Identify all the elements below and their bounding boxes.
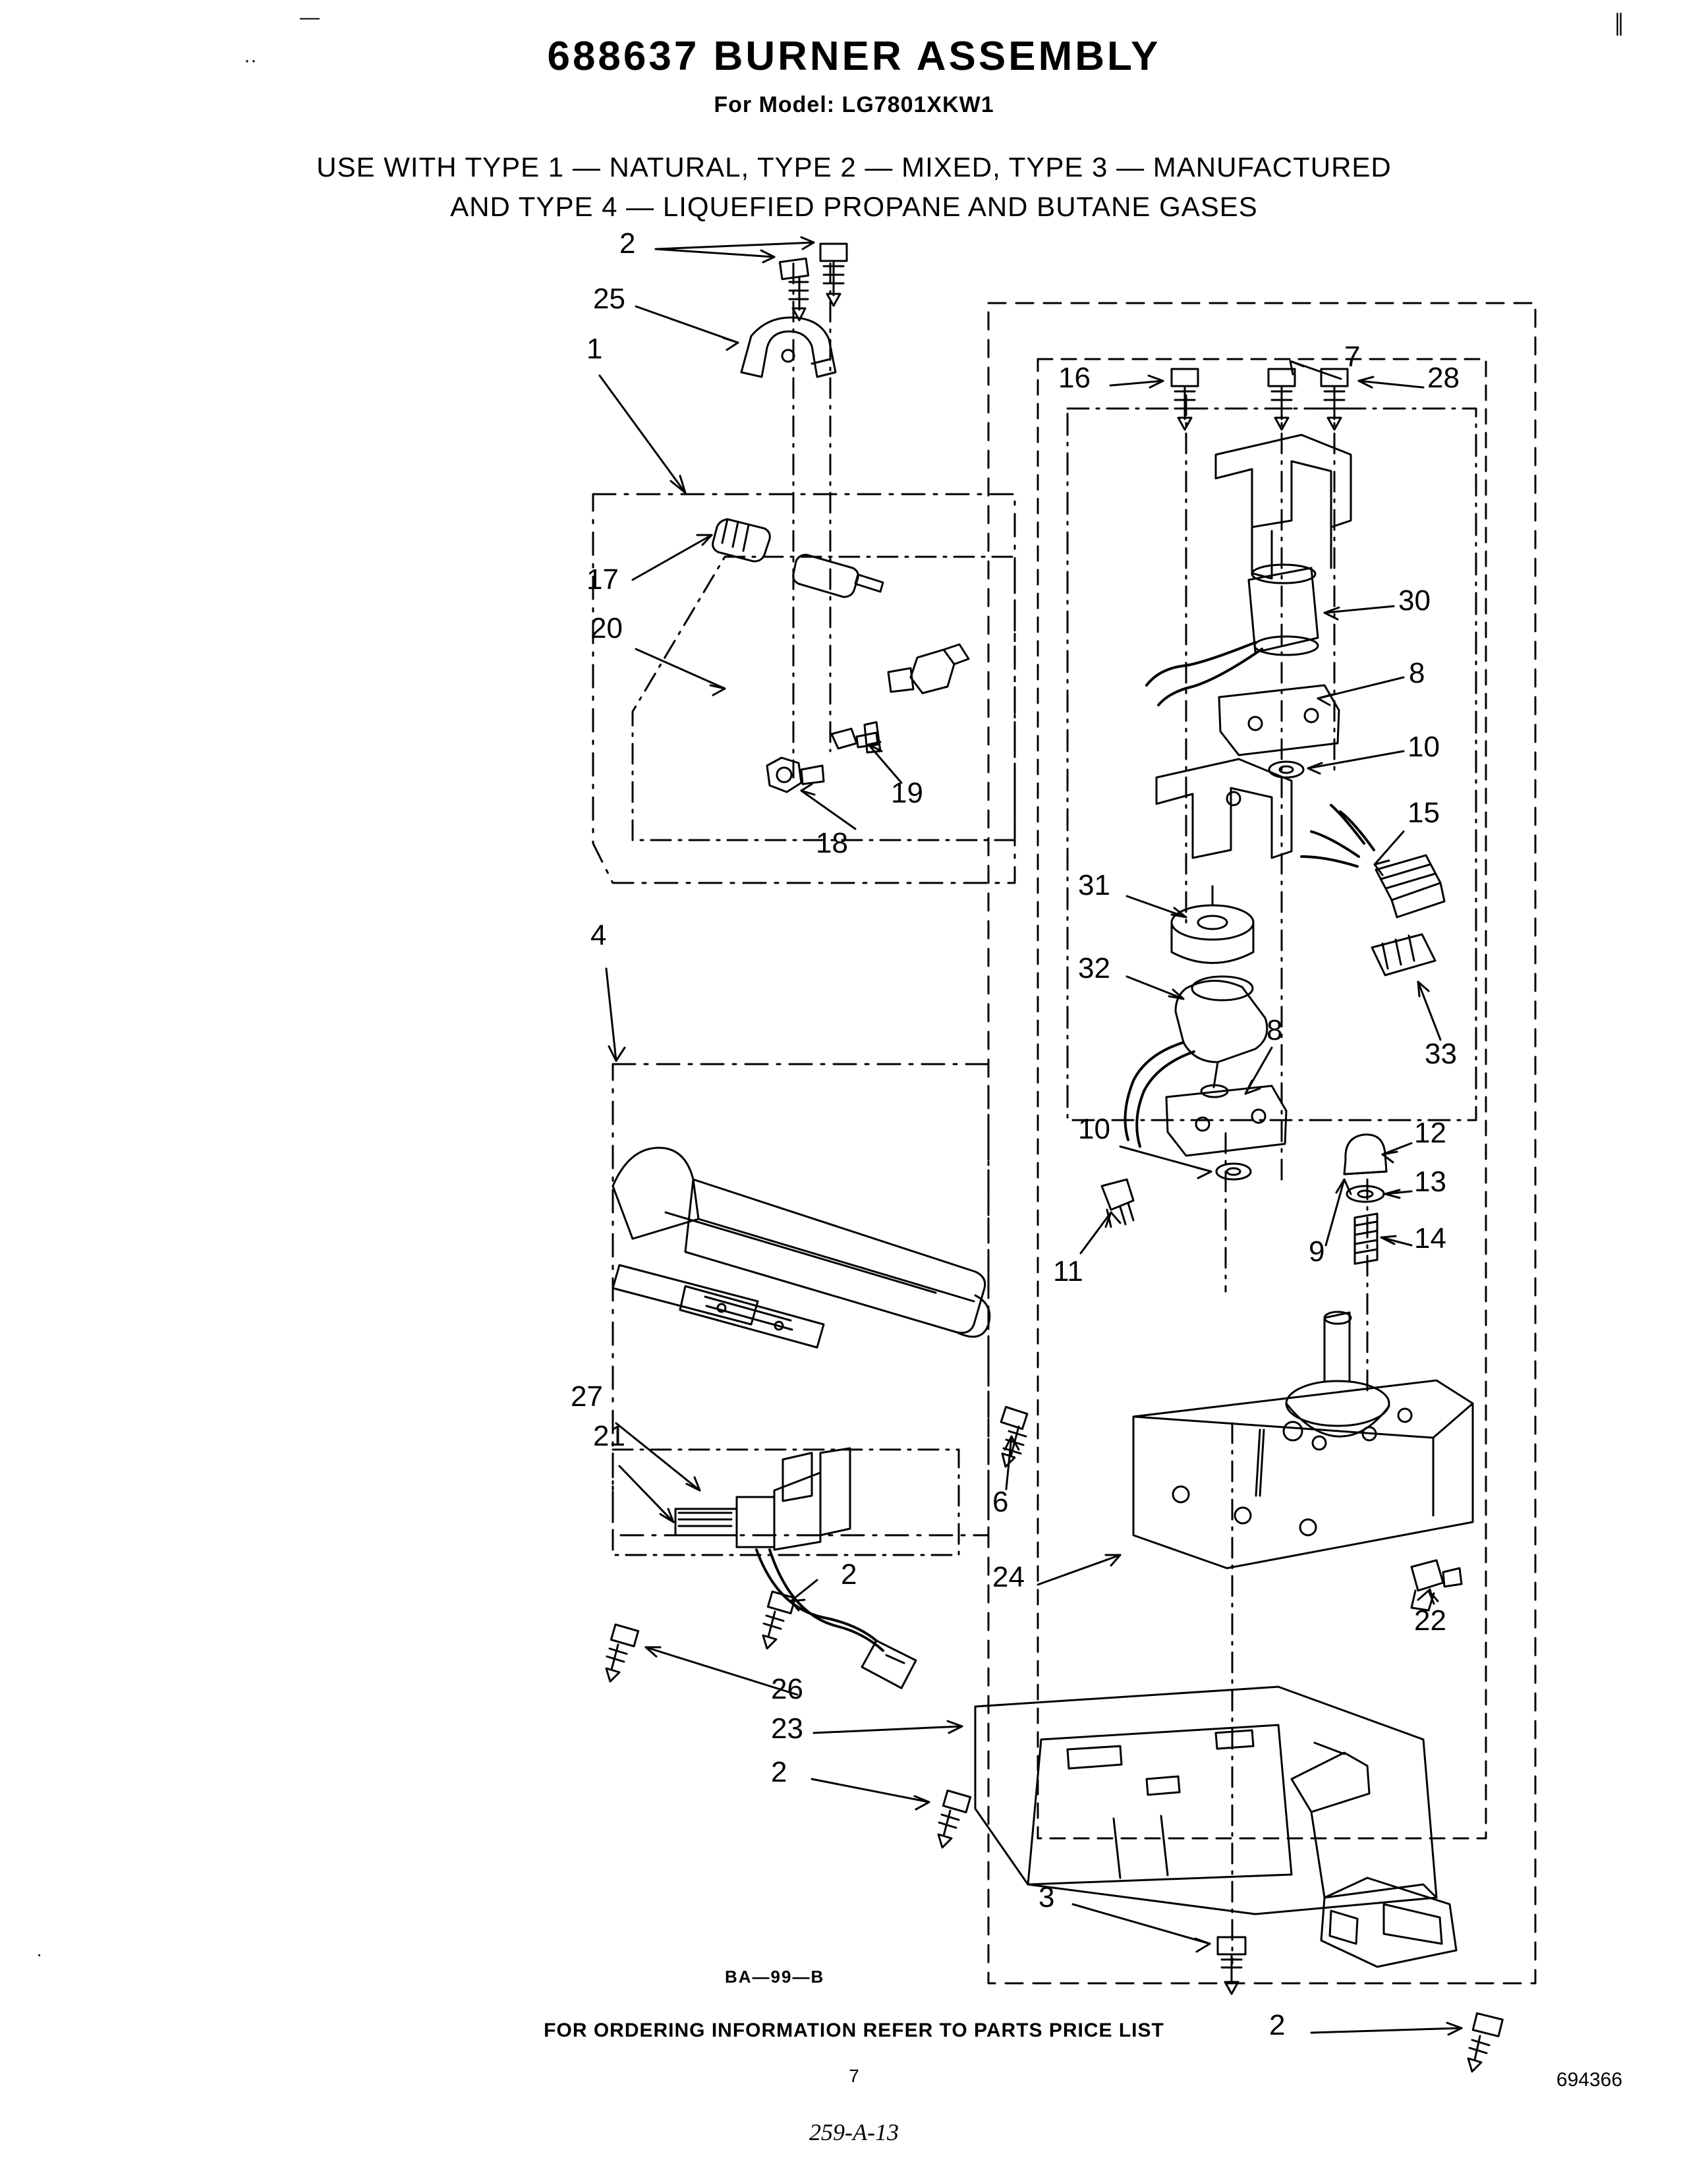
leader-24 [1038,1555,1120,1585]
handwritten-number: 259-A-13 [809,2119,899,2145]
callout-20: 20 [590,612,623,644]
coil-31 [1172,886,1253,963]
right-outer-dashed-box [988,303,1535,1983]
callout-25: 25 [593,283,625,315]
fitting-22 [1411,1560,1462,1610]
burner-tube [613,1148,990,1347]
leader-2-igniter [791,1580,817,1601]
callout-26: 26 [771,1673,803,1705]
callout-21: 21 [593,1420,625,1452]
callout-18: 18 [816,827,848,859]
leader-21 [619,1466,673,1522]
bracket-25 [741,318,836,377]
manifold-24 [1133,1312,1473,1568]
leader-32 [1127,976,1183,999]
tube-20 [793,555,883,597]
arrow-27 [687,1477,700,1490]
screw-6 [1001,1407,1027,1467]
callout-33: 33 [1425,1038,1457,1070]
base-plate-23 [975,1687,1456,1967]
corner-mark-top-right: ‖ [1614,6,1624,43]
corner-mark-bottom-left: · [36,1944,43,1964]
plate-8-upper [1219,685,1339,755]
leader-2-top-b [656,242,814,249]
callout-32: 32 [1078,952,1110,984]
drawing-code: BA—99—B [725,1967,825,1987]
group-27-boundary [613,1450,959,1555]
corner-mark-top-left: — [300,7,320,28]
callout-6: 6 [992,1486,1009,1518]
arrow-25 [724,338,738,350]
callout-10-upper: 10 [1408,731,1440,763]
leader-10-upper [1308,751,1404,768]
washer-13 [1347,1186,1384,1202]
callout-2-base: 2 [771,1756,787,1788]
connector-33 [1372,934,1435,975]
leader-3 [1073,1904,1210,1944]
arrow-2-base [915,1796,929,1809]
screw-26-fastener [606,1625,639,1682]
callout-4: 4 [590,919,607,951]
callout-1: 1 [586,333,603,365]
page-title: 688637 BURNER ASSEMBLY [547,34,1161,79]
fitting-18 [767,758,824,792]
model-line: For Model: LG7801XKW1 [714,92,994,117]
leader-27 [616,1423,700,1490]
screw-3 [1218,1937,1245,1994]
callout-22: 22 [1414,1604,1446,1637]
callout-16: 16 [1058,362,1091,394]
screw-2-top-b [820,244,847,306]
leader-31 [1127,896,1186,917]
leader-2-base [812,1779,929,1802]
arrow-10-lower [1197,1168,1211,1178]
screw-7 [1268,369,1295,430]
leader-2-top-a [656,249,774,257]
screw-28 [1321,369,1348,430]
callout-27: 27 [571,1380,603,1413]
screw-16 [1172,369,1198,430]
arrow-4 [609,1046,625,1061]
callout-2-bottom-right: 2 [1269,2009,1286,2041]
tube-17 [713,519,770,561]
leader-18 [801,791,855,829]
callout-8-lower: 8 [1267,1014,1283,1046]
group-1-boundary [593,494,1015,883]
callout-3: 3 [1039,1881,1055,1913]
callout-7: 7 [1344,341,1361,373]
callout-14: 14 [1414,1222,1446,1255]
page-number: 7 [849,2066,859,2086]
callout-15: 15 [1408,797,1440,829]
usage-line-1: USE WITH TYPE 1 — NATURAL, TYPE 2 — MIXED, TYPE 3 — MANUFACTURED [316,152,1392,183]
leader-17 [633,535,712,580]
callout-23: 23 [771,1712,803,1745]
callout-9: 9 [1309,1235,1325,1268]
callout-30: 30 [1398,584,1431,617]
washer-10-upper [1269,762,1303,778]
igniter-21 [675,1448,916,1688]
washer-10-lower [1216,1164,1251,1179]
spring-14 [1355,1214,1377,1264]
leader-11 [1081,1212,1111,1253]
leader-25 [636,306,738,343]
leader-15 [1375,832,1404,864]
solenoid-30 [1147,435,1351,705]
arrow-30 [1324,608,1339,619]
group-20-boundary [633,557,1015,840]
callout-8-upper: 8 [1409,657,1425,689]
corner-mark-top-left-secondary: ·· [244,49,257,71]
callout-17: 17 [586,563,619,596]
document-number: 694366 [1556,2069,1622,2091]
elbow-connector [888,644,969,693]
leader-23 [814,1726,962,1733]
arrow-10-upper [1308,763,1322,774]
callout-12: 12 [1414,1117,1446,1149]
leader-1 [600,376,685,493]
callout-2-top: 2 [619,227,636,260]
ordering-note: FOR ORDERING INFORMATION REFER TO PARTS PRICE LIST [544,2020,1164,2041]
arrow-8-upper [1318,694,1332,705]
leader-4 [606,969,616,1061]
callout-2-igniter: 2 [841,1558,857,1591]
callout-31: 31 [1078,869,1110,901]
callout-19: 19 [891,777,923,809]
arrow-7 [1290,361,1303,374]
callout-28: 28 [1427,362,1460,394]
usage-line-2: AND TYPE 4 — LIQUEFIED PROPANE AND BUTANE GASES [450,191,1258,222]
callout-10-lower: 10 [1078,1113,1110,1145]
callout-11: 11 [1053,1255,1083,1287]
callout-13: 13 [1414,1166,1446,1198]
leader-9 [1326,1179,1344,1245]
screw-2-base [938,1791,971,1848]
cap-12 [1344,1135,1386,1174]
callout-24: 24 [992,1561,1025,1593]
